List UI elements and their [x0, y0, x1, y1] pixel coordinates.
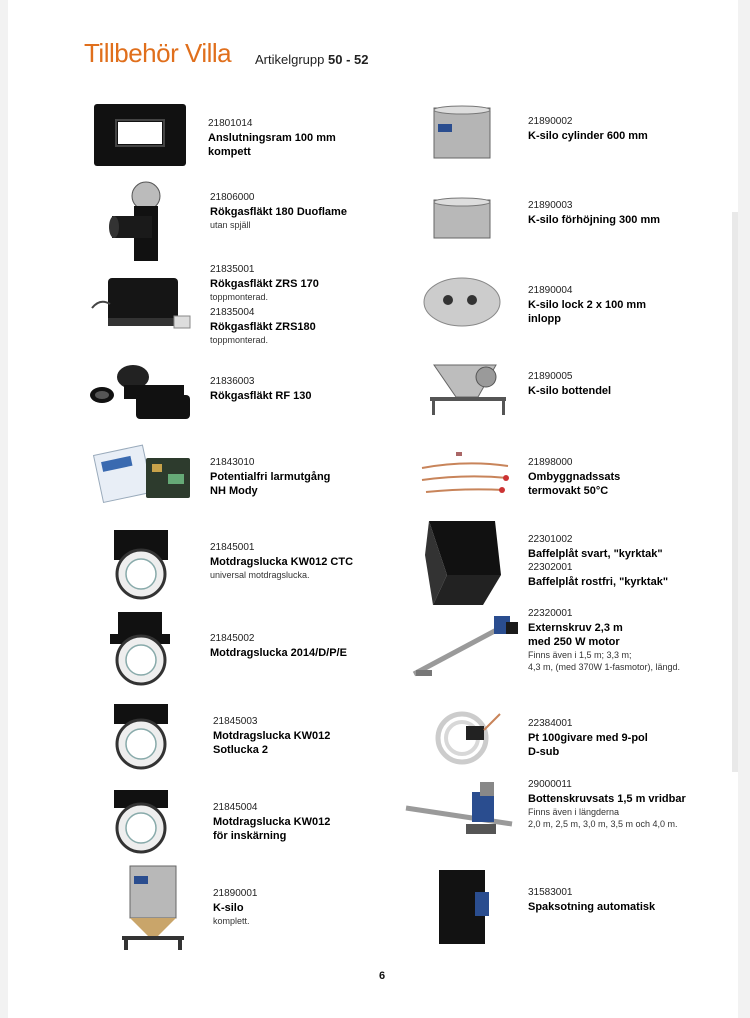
product-note: toppmonterad. [210, 292, 269, 302]
product-image-externskruv [408, 612, 523, 684]
product-name: Motdragslucka KW012 CTC [210, 556, 354, 568]
product-image-rokgasflakt-zrs [88, 268, 198, 343]
article-number: 21890005 [528, 371, 573, 382]
product-name: Rökgasfläkt ZRS 170 [210, 278, 319, 290]
product-name: K-silo bottendel [528, 385, 612, 397]
product-name: Baffelplåt svart, "kyrktak" [528, 548, 663, 560]
product-name: Rökgasfläkt 180 Duoflame [210, 206, 347, 218]
article-number: 21890004 [528, 285, 573, 296]
product-text [208, 117, 336, 159]
page-edge-shadow [732, 212, 738, 772]
product-image-bottenskruvsats [402, 778, 522, 848]
product-note: utan spjäll [210, 220, 251, 230]
product-text [528, 717, 648, 759]
article-number: 22302001 [528, 562, 573, 573]
page-number: 6 [379, 970, 386, 982]
product-text [210, 263, 319, 346]
product-name: Rökgasfläkt ZRS180 [210, 321, 316, 333]
article-group [255, 52, 368, 67]
product-image-spaksotning [433, 864, 493, 949]
product-image-baffelplat [423, 515, 508, 610]
article-number: 21890003 [528, 200, 573, 211]
product-text [213, 887, 258, 927]
product-note: komplett. [213, 916, 250, 926]
product-image-larmutgang [92, 440, 197, 510]
article-number: 21845003 [213, 716, 258, 727]
product-image-k-silo [118, 862, 188, 952]
product-name: Potentialfri larmutgång NH Mody [210, 471, 331, 497]
product-note: Finns även i 1,5 m; 3,3 m; 4,3 m, (med 370W 1-fasmotor), längd. [528, 650, 681, 672]
product-image-motdragslucka-inskarning [108, 788, 178, 858]
product-text [213, 801, 330, 843]
product-text [528, 886, 655, 914]
product-name: Rökgasfläkt RF 130 [210, 390, 312, 402]
product-image-k-silo-forhojning [428, 194, 498, 244]
article-group-range: 50 - 52 [328, 52, 369, 67]
product-name: K-silo lock 2 x 100 mm inlopp [528, 299, 646, 325]
article-number: 21845004 [213, 802, 258, 813]
product-image-k-silo-lock [420, 274, 505, 329]
article-number: 22320001 [528, 608, 573, 619]
article-number: 21806000 [210, 192, 255, 203]
product-image-k-silo-bottendel [426, 355, 511, 420]
page-title: Tillbehör Villa [84, 38, 232, 68]
product-image-motdragslucka-2014 [108, 610, 178, 688]
article-number: 21845001 [210, 542, 255, 553]
article-number: 22384001 [528, 718, 573, 729]
product-image-anslutningsram [90, 100, 190, 170]
catalog-page [8, 0, 738, 1018]
product-text [210, 456, 330, 498]
product-text [210, 375, 311, 403]
product-name: Motdragslucka KW012 för inskärning [213, 816, 331, 842]
product-name: Baffelplåt rostfri, "kyrktak" [528, 576, 669, 588]
product-text [528, 199, 660, 227]
article-number: 21898000 [528, 457, 573, 468]
product-name: Pt 100givare med 9-pol D-sub [528, 732, 648, 758]
article-number: 21843010 [210, 457, 255, 468]
article-number: 21890001 [213, 888, 258, 899]
product-text [528, 370, 611, 398]
product-name: Anslutningsram 100 mm kompett [208, 132, 336, 158]
article-number: 21801014 [208, 118, 253, 129]
product-image-rokgasflakt-rf130 [88, 355, 198, 425]
product-text [528, 778, 686, 830]
article-number: 22301002 [528, 534, 573, 545]
article-group-label: Artikelgrupp [255, 52, 325, 67]
article-number: 21835004 [210, 307, 255, 318]
product-name: Spaksotning automatisk [528, 901, 656, 913]
article-number: 21845002 [210, 633, 255, 644]
product-image-rokgasflakt-180 [108, 178, 183, 263]
article-number: 21890002 [528, 116, 573, 127]
article-number: 21835001 [210, 264, 255, 275]
product-image-ombyggnadssats [416, 446, 516, 506]
product-image-motdragslucka-kw012-ctc [108, 526, 178, 601]
article-number: 31583001 [528, 887, 573, 898]
product-text [213, 715, 330, 757]
product-note: toppmonterad. [210, 335, 269, 345]
product-name: Bottenskruvsats 1,5 m vridbar [528, 793, 686, 805]
product-image-pt100-givare [428, 696, 508, 776]
product-text [528, 533, 668, 589]
product-name: Externskruv 2,3 m med 250 W motor [528, 622, 623, 648]
product-text [528, 456, 620, 498]
product-name: K-silo [213, 902, 244, 914]
product-name: Motdragslucka 2014/D/P/E [210, 647, 347, 659]
product-name: K-silo cylinder 600 mm [528, 130, 648, 142]
product-note: Finns även i längderna 2,0 m, 2,5 m, 3,0 m, 3,5 m och 4,0 m. [528, 807, 678, 829]
product-name: Ombyggnadssats termovakt 50°C [528, 471, 621, 497]
product-image-k-silo-cylinder [428, 102, 498, 164]
product-name: K-silo förhöjning 300 mm [528, 214, 661, 226]
product-image-motdragslucka-sotlucka [108, 700, 178, 775]
product-text [210, 541, 353, 581]
article-number: 29000011 [528, 779, 572, 790]
product-note: universal motdragslucka. [210, 570, 310, 580]
product-name: Motdragslucka KW012 Sotlucka 2 [213, 730, 331, 756]
article-number: 21836003 [210, 376, 255, 387]
product-text [528, 115, 648, 143]
product-text [210, 632, 347, 660]
product-text [210, 191, 347, 231]
product-text [528, 284, 646, 326]
product-text [528, 607, 680, 673]
